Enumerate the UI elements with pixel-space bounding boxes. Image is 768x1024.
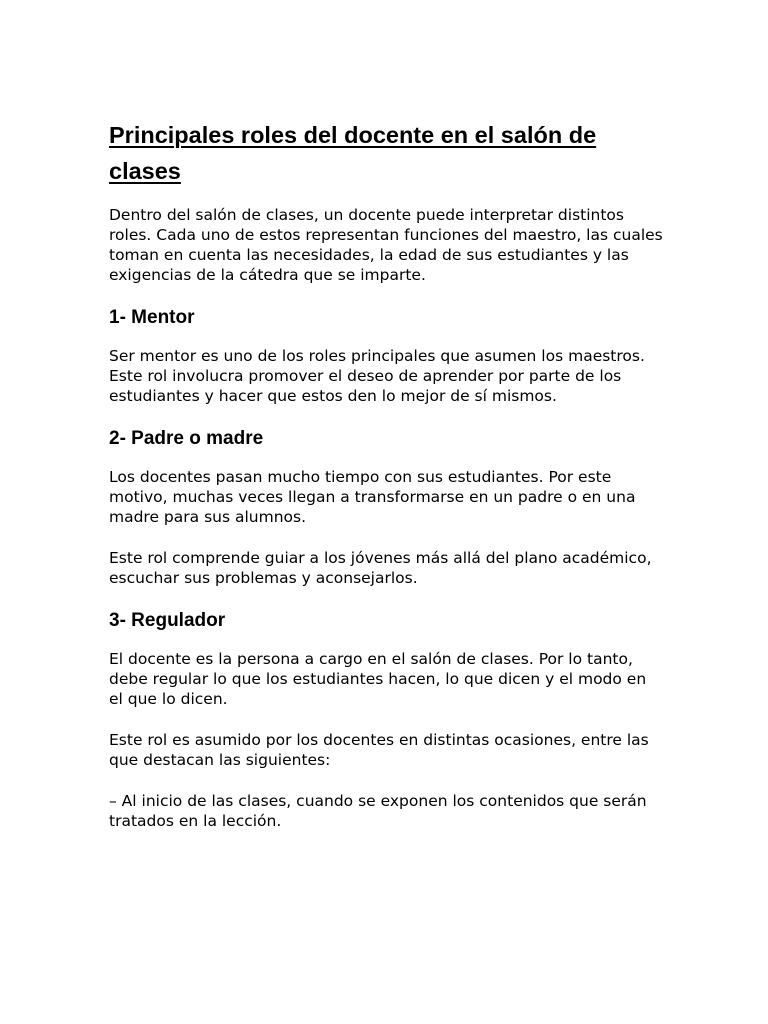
- section-paragraph: Este rol es asumido por los docentes en distintas ocasiones, entre las que destacan las siguientes:: [109, 731, 649, 769]
- intro-paragraph: Dentro del salón de clases, un docente puede interpretar distintos roles. Cada uno de estos representan funciones del maestro, las cuales toman en cuenta las necesidades, la edad de sus estudiantes y las exigencias de la cátedra que se imparte.: [109, 206, 663, 284]
- section-paragraph: El docente es la persona a cargo en el salón de clases. Por lo tanto, debe regular lo que los estudiantes hacen, lo que dicen y el modo en el que lo dicen.: [109, 650, 647, 708]
- section-paragraph: – Al inicio de las clases, cuando se exponen los contenidos que serán tratados en la lección.: [109, 792, 647, 830]
- section-heading: 1- Mentor: [109, 307, 195, 328]
- document-page: [109, 117, 664, 852]
- document-title: Principales roles del docente en el salón de clases: [109, 122, 597, 184]
- section-heading: 2- Padre o madre: [109, 428, 264, 449]
- section-padre-o-madre: [109, 427, 664, 588]
- section-mentor: [109, 306, 664, 406]
- section-paragraph: Ser mentor es uno de los roles principales que asumen los maestros. Este rol involucra promover el deseo de aprender por parte de los estudiantes y hacer que estos den lo mejor de sí mismos.: [109, 347, 645, 405]
- section-regulador: [109, 609, 664, 831]
- section-paragraph: Este rol comprende guiar a los jóvenes más allá del plano académico, escuchar sus problemas y aconsejarlos.: [109, 549, 652, 587]
- section-paragraph: Los docentes pasan mucho tiempo con sus estudiantes. Por este motivo, muchas veces llegan a transformarse en un padre o en una madre para sus alumnos.: [109, 468, 636, 526]
- section-heading: 3- Regulador: [109, 610, 226, 631]
